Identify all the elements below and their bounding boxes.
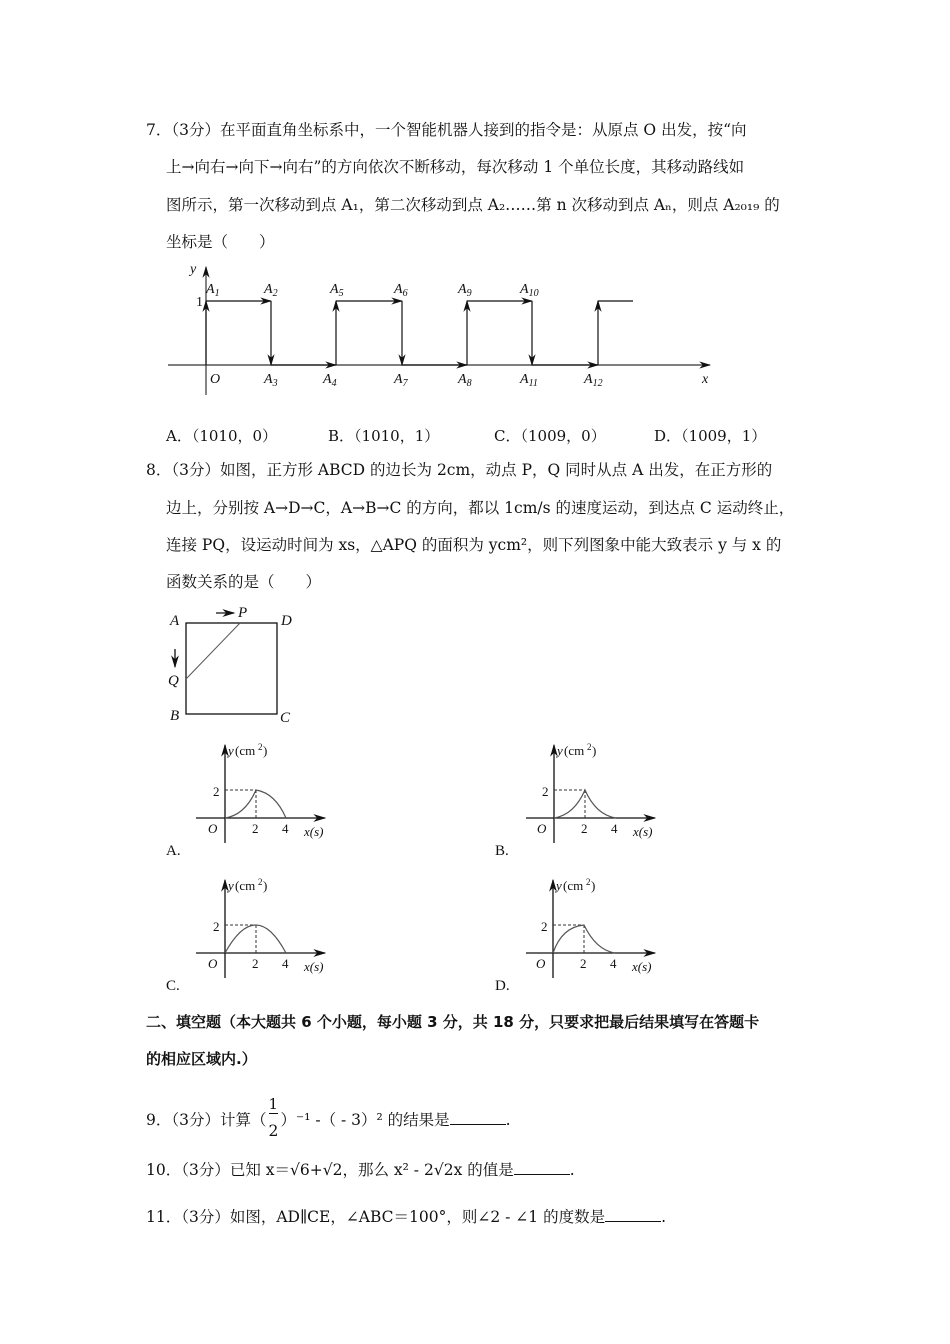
svg-text:(cm: (cm	[235, 878, 256, 893]
svg-text:O: O	[210, 372, 221, 387]
q7-option-b[interactable]: B．（1010，1）	[328, 427, 440, 445]
q8-number: 8．	[146, 461, 172, 479]
svg-text:(cm: (cm	[563, 878, 584, 893]
svg-text:A7: $A_7$	[394, 372, 408, 389]
svg-text:C: C	[280, 710, 291, 726]
q7-option-d[interactable]: D．（1009，1）	[654, 427, 767, 445]
q8-text-1: 如图，正方形 ABCD 的边长为 2cm，动点 P，Q 同时从点 A 出发，在正方形的	[220, 461, 773, 479]
svg-text:A11: $A_{11}$	[520, 372, 538, 389]
svg-text:2: 2	[586, 877, 591, 887]
q7-path-figure	[160, 255, 720, 405]
q8-graph-d[interactable]	[490, 870, 670, 1000]
q7-line-3: 图所示，第一次移动到点 A₁，第二次移动到点 A₂……第 n 次移动到点 Aₙ，则点 A₂₀₁₉ 的	[166, 196, 780, 214]
q8-graph-b[interactable]	[490, 735, 670, 865]
svg-text:y: y	[228, 743, 234, 758]
q7-line-1	[146, 120, 747, 140]
svg-text:): )	[591, 878, 596, 893]
q7-line-2: 上→向右→向下→向右”的方向依次不断移动，每次移动 1 个单位长度，其移动路线如	[166, 158, 745, 176]
q8-line-4: 函数关系的是（ ）	[166, 573, 322, 591]
svg-text:4: 4	[611, 821, 618, 836]
svg-text:4: 4	[610, 956, 617, 971]
svg-text:2: 2	[541, 919, 548, 934]
svg-text:2: 2	[581, 821, 588, 836]
svg-text:(cm: (cm	[235, 743, 256, 758]
svg-text:2: 2	[252, 956, 259, 971]
svg-text:x(s): x(s)	[633, 824, 653, 839]
section2-heading-1: 二、填空题（本大题共 6 个小题，每小题 3 分，共 18 分，只要求把最后结果填写在答题卡	[146, 1013, 760, 1031]
svg-text:A5: $A_5$	[330, 282, 344, 299]
q7-option-a[interactable]: A．（1010，0）	[166, 427, 278, 445]
svg-text:2: 2	[213, 784, 220, 799]
q7-text-1: 在平面直角坐标系中，一个智能机器人接到的指令是：从原点 O 出发，按“向	[220, 121, 747, 139]
svg-text:A.: A.	[166, 843, 181, 859]
svg-text:O: O	[536, 956, 546, 971]
svg-text:): )	[263, 878, 268, 893]
q7-option-c[interactable]: C．（1009，0）	[494, 427, 606, 445]
svg-text:A: A	[170, 613, 180, 629]
svg-text:x(s): x(s)	[304, 824, 324, 839]
q8-score: （3分）	[171, 461, 220, 479]
svg-text:x(s): x(s)	[632, 959, 652, 974]
section2-heading-2: 的相应区域内.）	[146, 1050, 257, 1068]
svg-text:D: D	[281, 613, 292, 629]
svg-text:2: 2	[587, 742, 592, 752]
svg-text:Q: Q	[168, 673, 179, 689]
q7-line-4: 坐标是（ ）	[166, 233, 275, 251]
svg-text:A4: $A_4$	[323, 372, 337, 389]
svg-text:y: y	[228, 878, 234, 893]
svg-text:P: P	[238, 605, 248, 621]
q11-line: 11．（3分）如图，AD∥CE，∠ABC＝100°，则∠2 - ∠1 的度数是 .	[146, 1208, 667, 1226]
svg-text:O: O	[537, 821, 547, 836]
q8-graph-a[interactable]	[160, 735, 340, 865]
q7-number: 7．	[146, 121, 172, 139]
q10-line: 10．（3分）已知 x＝√6+√2，那么 x² - 2√2x 的值是 .	[146, 1161, 575, 1179]
svg-text:A10: $A_{10}$	[520, 282, 539, 299]
svg-text:A3: $A_3$	[264, 372, 278, 389]
svg-text:A8: $A_8$	[458, 372, 472, 389]
q9-line: 9．（3分）计算（ $\frac{1}{2}$ ）⁻¹ -（ - 3）² 的结果是 .	[146, 1095, 511, 1140]
svg-text:B: B	[170, 708, 180, 724]
svg-text:): )	[263, 743, 268, 758]
svg-text:y: y	[557, 743, 563, 758]
svg-text:2: 2	[258, 742, 263, 752]
q8-line-3: 连接 PQ，设运动时间为 xs，△APQ 的面积为 ycm²，则下列图象中能大致表示 y 与 x 的	[166, 536, 782, 554]
svg-text:A9: $A_9$	[458, 282, 472, 299]
svg-text:2: 2	[580, 956, 587, 971]
svg-text:4: 4	[282, 821, 289, 836]
x-axis-label: x	[702, 372, 709, 387]
svg-text:2: 2	[252, 821, 259, 836]
svg-text:y: y	[556, 878, 562, 893]
svg-text:): )	[592, 743, 597, 758]
svg-text:C.: C.	[166, 978, 180, 994]
svg-text:1: 1	[196, 295, 203, 310]
q8-graph-c[interactable]	[160, 870, 340, 1000]
svg-text:B.: B.	[495, 843, 509, 859]
svg-text:A2: $A_2$	[264, 282, 278, 299]
svg-text:x(s): x(s)	[304, 959, 324, 974]
svg-text:A12: $A_{12}$	[584, 372, 603, 389]
q8-line-1	[146, 460, 772, 480]
svg-text:(cm: (cm	[564, 743, 585, 758]
svg-text:O: O	[208, 821, 218, 836]
svg-text:A1: $A_1$	[206, 282, 220, 299]
svg-text:2: 2	[258, 877, 263, 887]
q10-answer-blank[interactable]	[514, 1160, 570, 1175]
q9-answer-blank[interactable]	[450, 1110, 506, 1125]
q7-score: （3分）	[171, 121, 220, 139]
svg-text:2: 2	[213, 919, 220, 934]
q8-square-figure	[160, 595, 320, 730]
svg-text:4: 4	[282, 956, 289, 971]
svg-text:A6: $A_6$	[394, 282, 408, 299]
svg-text:O: O	[208, 956, 218, 971]
y-axis-label: y	[190, 262, 197, 277]
q11-answer-blank[interactable]	[605, 1207, 661, 1222]
q8-line-2: 边上，分别按 A→D→C，A→B→C 的方向，都以 1cm/s 的速度运动，到达点 C 运动终止，	[166, 499, 795, 517]
svg-text:2: 2	[542, 784, 549, 799]
svg-text:D.: D.	[495, 978, 510, 994]
